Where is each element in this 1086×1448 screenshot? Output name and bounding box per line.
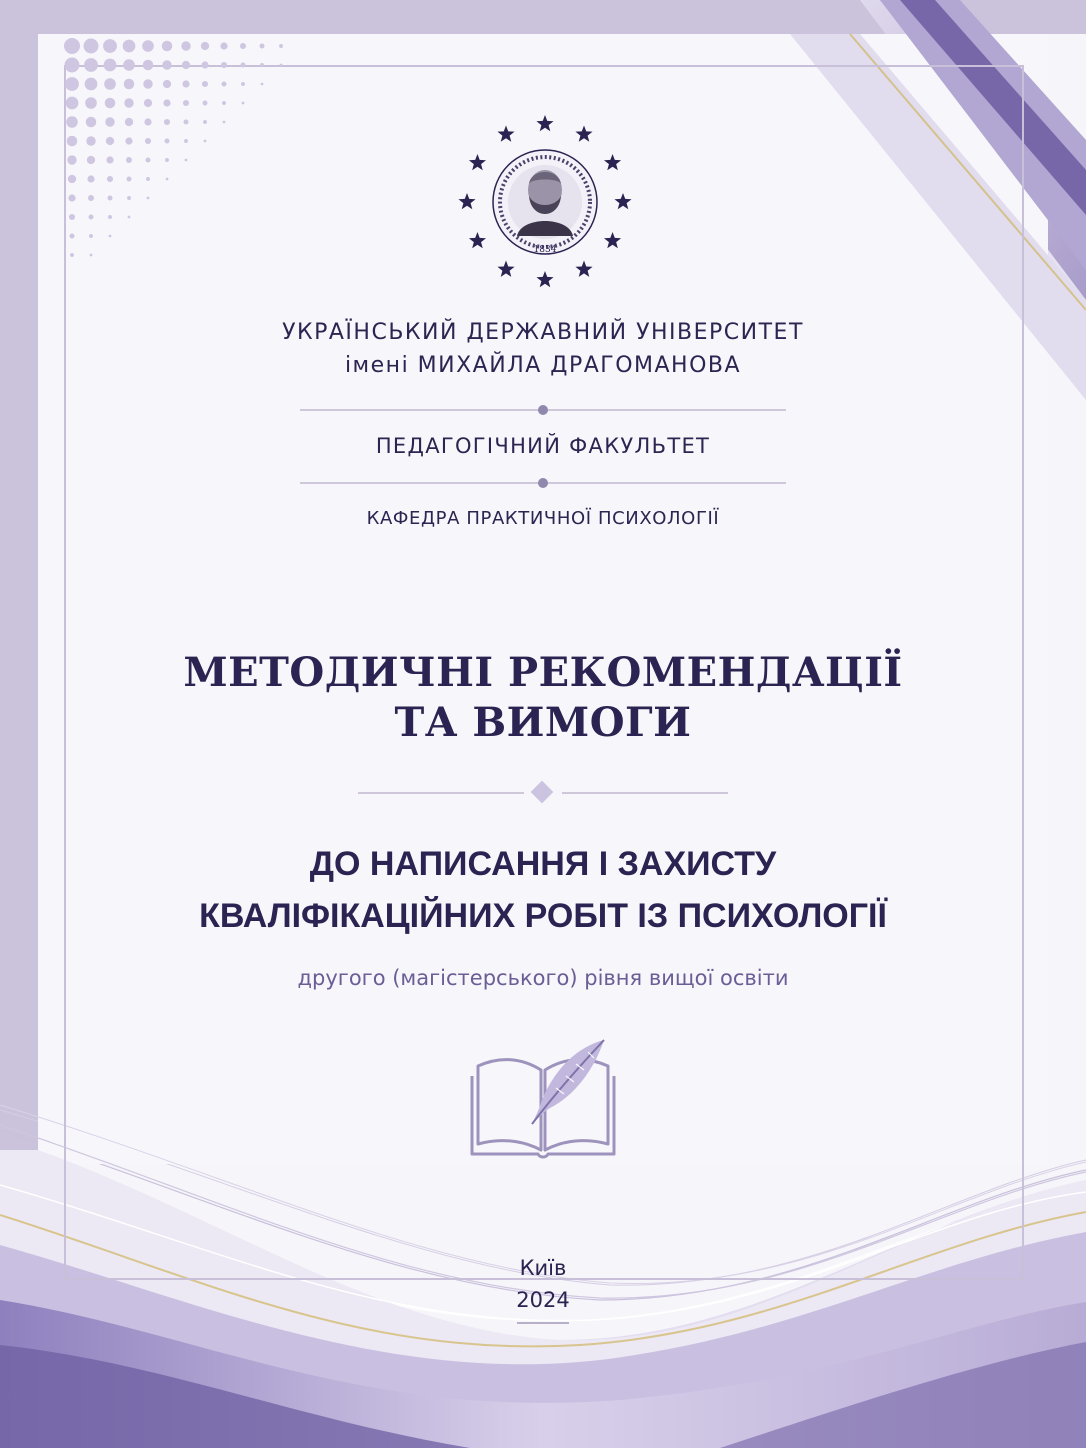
divider-right (562, 792, 728, 794)
separator-dot-2 (538, 478, 548, 488)
subtitle-line-1: ДО НАПИСАННЯ І ЗАХИСТУ (309, 845, 777, 883)
halftone-dot (127, 196, 131, 200)
university-logo (455, 110, 635, 290)
faculty-name: ПЕДАГОГІЧНИЙ ФАКУЛЬТЕТ (375, 434, 711, 458)
university-line-1: УКРАЇНСЬКИЙ ДЕРЖАВНИЙ УНІВЕРСИТЕТ (282, 320, 804, 345)
halftone-dot (123, 59, 135, 71)
halftone-dot (162, 60, 171, 69)
halftone-dot (108, 196, 113, 201)
halftone-dot (220, 42, 227, 49)
publication-place (0, 1252, 1086, 1316)
halftone-dot (280, 64, 283, 67)
year-underline (517, 1322, 569, 1324)
university-line-2: імені МИХАЙЛА ДРАГОМАНОВА (344, 353, 742, 378)
halftone-dot (104, 78, 116, 90)
halftone-dot (125, 137, 132, 144)
star-icon (614, 193, 631, 209)
subtitle-line-2: КВАЛІФІКАЦІЙНИХ РОБІТ ІЗ ПСИХОЛОГІЇ (199, 897, 887, 935)
divider-left (358, 792, 524, 794)
halftone-dot (183, 100, 189, 106)
star-icon (604, 154, 621, 170)
halftone-dot (242, 102, 245, 105)
halftone-dot (143, 60, 154, 71)
halftone-dot (69, 214, 75, 220)
halftone-dot (89, 234, 93, 238)
halftone-dot (163, 99, 170, 106)
halftone-dot (223, 121, 226, 124)
halftone-dot (65, 58, 80, 73)
star-icon (497, 125, 514, 141)
halftone-dot (202, 81, 208, 87)
halftone-dot (181, 41, 190, 50)
halftone-dot (126, 157, 132, 163)
star-icon (575, 125, 592, 141)
department-name: КАФЕДРА ПРАКТИЧНОЇ ПСИХОЛОГІЇ (366, 508, 720, 529)
halftone-dot (147, 197, 150, 200)
halftone-dot (164, 119, 170, 125)
title-line-1: МЕТОДИЧНІ РЕКОМЕНДАЦІЇ (183, 649, 903, 696)
halftone-dot (67, 155, 76, 164)
halftone-dot (145, 138, 151, 144)
halftone-dot (182, 80, 189, 87)
halftone-dot (67, 136, 78, 147)
halftone-dot (182, 61, 190, 69)
halftone-dot (261, 83, 264, 86)
halftone-dot (86, 117, 97, 128)
halftone-dot (222, 101, 226, 105)
halftone-dot (241, 63, 246, 68)
halftone-dot (279, 44, 283, 48)
halftone-dot (146, 177, 150, 181)
halftone-dot (105, 98, 116, 109)
halftone-dot (260, 44, 265, 49)
logo-year: 1834 (533, 245, 557, 255)
halftone-dot (70, 253, 74, 257)
halftone-dot (85, 78, 98, 91)
halftone-dot (105, 117, 114, 126)
halftone-dot (163, 80, 171, 88)
halftone-dot (66, 116, 78, 128)
halftone-dot (65, 77, 79, 91)
halftone-dot (166, 178, 169, 181)
halftone-dots (0, 0, 300, 300)
halftone-dot (144, 118, 151, 125)
star-icon (536, 115, 553, 131)
separator-dot-1 (538, 405, 548, 415)
halftone-dot (184, 120, 189, 125)
city: Київ (519, 1256, 567, 1280)
halftone-dot (185, 159, 188, 162)
halftone-dot (240, 43, 246, 49)
halftone-dot (87, 175, 94, 182)
halftone-dot (64, 38, 80, 54)
halftone-dot (68, 194, 75, 201)
education-level: другого (магістерського) рівня вищої освіти (297, 966, 789, 990)
halftone-dot (88, 195, 94, 201)
halftone-dot (70, 234, 75, 239)
halftone-dot (89, 215, 94, 220)
star-icon (575, 261, 592, 277)
title-line-2: ТА ВИМОГИ (394, 699, 692, 746)
halftone-dot (106, 137, 114, 145)
halftone-dot (127, 177, 132, 182)
halftone-dot (124, 79, 135, 90)
university-name (0, 316, 1086, 382)
star-icon (604, 232, 621, 248)
halftone-dot (124, 98, 133, 107)
halftone-dot (221, 62, 227, 68)
halftone-dot (84, 58, 98, 72)
halftone-dot (107, 176, 113, 182)
halftone-dot (260, 63, 264, 67)
halftone-dot (162, 41, 173, 52)
halftone-dot (222, 82, 227, 87)
halftone-dot (144, 99, 152, 107)
halftone-dot (204, 140, 207, 143)
star-icon (469, 154, 486, 170)
halftone-dot (203, 120, 207, 124)
halftone-dot (90, 254, 93, 257)
halftone-dot (241, 82, 245, 86)
halftone-dot (104, 59, 117, 72)
star-icon (469, 232, 486, 248)
document-subtitle (0, 838, 1086, 942)
halftone-dot (106, 156, 113, 163)
halftone-dot (109, 235, 112, 238)
halftone-dot (87, 156, 95, 164)
halftone-dot (103, 39, 117, 53)
year: 2024 (516, 1288, 570, 1312)
halftone-dot (165, 158, 169, 162)
halftone-dot (85, 97, 97, 109)
halftone-dot (108, 215, 112, 219)
star-icon (536, 271, 553, 287)
halftone-dot (125, 118, 133, 126)
halftone-dot (84, 39, 99, 54)
halftone-dot (123, 40, 136, 53)
document-title (0, 648, 1086, 748)
halftone-dot (143, 79, 152, 88)
halftone-dot (128, 216, 131, 219)
halftone-dot (165, 139, 170, 144)
star-icon (497, 261, 514, 277)
halftone-dot (146, 158, 151, 163)
halftone-dot (68, 175, 76, 183)
book-quill-icon (470, 1036, 616, 1160)
star-icon (458, 193, 475, 209)
halftone-dot (203, 101, 208, 106)
halftone-dot (201, 42, 209, 50)
halftone-dot (142, 40, 154, 52)
halftone-dot (86, 136, 95, 145)
halftone-dot (66, 97, 79, 110)
halftone-dot (201, 61, 208, 68)
halftone-dot (184, 139, 188, 143)
